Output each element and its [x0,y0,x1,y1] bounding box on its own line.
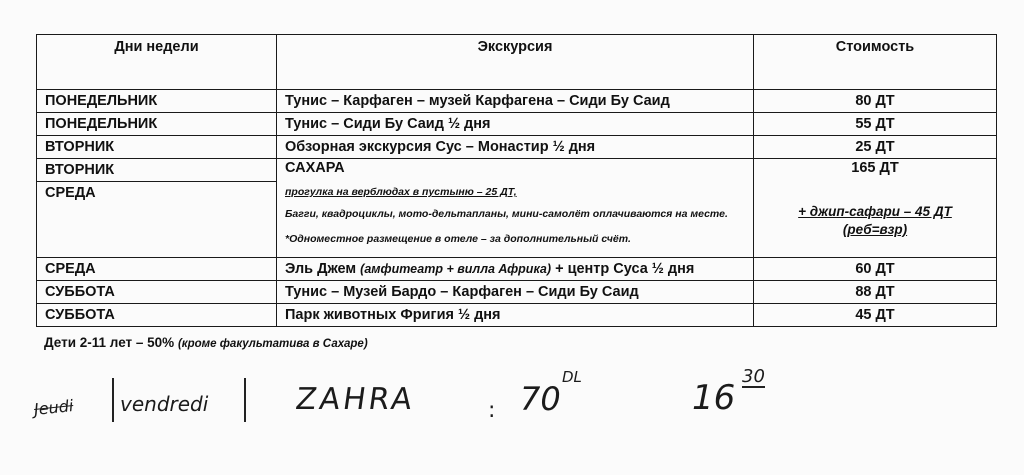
row-excursion: САХАРА [285,160,345,176]
table-row [37,90,997,113]
sahara-note-single-room: *Одноместное размещение в отеле – за дополнительный счёт. [285,233,631,245]
row-excursion: Парк животных Фригия ½ дня [277,304,754,327]
children-discount-paren: (кроме факультатива в Сахаре) [177,338,368,350]
children-discount-note [44,335,368,350]
row-day: СУББОТА [37,281,277,304]
row-price: 88 ДТ [754,281,997,304]
row-excursion: Тунис – Сиди Бу Саид ½ дня [277,113,754,136]
jeep-safari-price: + джип-сафари – 45 ДТ [798,204,952,219]
row-day: СРЕДА [37,182,277,258]
table-row [37,136,997,159]
row-price: 25 ДТ [754,136,997,159]
handwritten-colon: : [488,398,496,423]
row-excursion: Обзорная экскурсия Сус – Монастир ½ дня [277,136,754,159]
table-row [37,258,997,281]
row-day: ПОНЕДЕЛЬНИК [37,113,277,136]
row-price: 55 ДТ [754,113,997,136]
sahara-price-cell [754,159,997,258]
row-excursion: Тунис – Музей Бардо – Карфаген – Сиди Бу Саид [277,281,754,304]
row-day: СРЕДА [37,258,277,281]
row-price: 60 ДТ [754,258,997,281]
table-header-row [37,35,997,90]
handwritten-amount: 70 [520,380,561,418]
children-discount-main: Дети 2-11 лет – 50% [44,335,175,350]
row-day: СУББОТА [37,304,277,327]
sahara-excursion-cell [277,159,754,258]
handwritten-time-minutes: 30 [742,366,765,387]
handwritten-amount-superscript: DL [562,368,582,386]
header-excursion: Экскурсия [277,35,754,90]
table-row [37,159,997,182]
handwritten-struck-word: Jeudi [33,395,75,420]
handwritten-name: ZAHRA [293,382,418,417]
header-price: Стоимость [754,35,997,90]
row-price: 45 ДТ [754,304,997,327]
row-excursion-main: Эль Джем [285,261,357,277]
handwritten-time-hours: 16 [692,378,736,418]
row-excursion [277,258,754,281]
handwritten-boxed-day: vendredi [120,392,209,416]
sahara-note-camel: прогулка на верблюдах в пустыню – 25 ДТ, [285,186,517,198]
row-day: ВТОРНИК [37,136,277,159]
row-day: ПОНЕДЕЛЬНИК [37,90,277,113]
row-excursion: Тунис – Карфаген – музей Карфагена – Сиди Бу Саид [277,90,754,113]
row-excursion-paren: (амфитеатр + вилла Африка) [360,262,552,276]
row-price: 165 ДТ [851,160,899,176]
table-row [37,113,997,136]
header-days: Дни недели [37,35,277,90]
sahara-note-extras: Багги, квадроциклы, мото-дельтапланы, мини-самолёт оплачиваются на месте. [285,208,728,220]
table-row [37,304,997,327]
excursion-schedule-table [36,34,997,327]
row-day: ВТОРНИК [37,159,277,182]
row-excursion-tail: + центр Суса ½ дня [555,261,695,277]
child-equals-adult-note: (реб=взр) [842,222,908,237]
table-row [37,281,997,304]
row-price: 80 ДТ [754,90,997,113]
